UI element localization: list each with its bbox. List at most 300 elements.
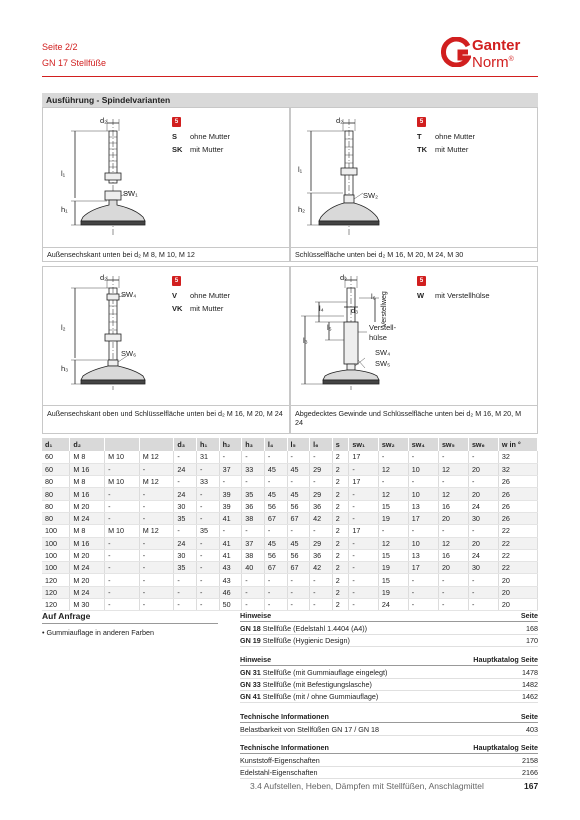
table-cell: M 30 — [70, 599, 105, 611]
page-number: 167 — [524, 781, 539, 791]
table-cell: M 20 — [70, 549, 105, 561]
table-cell: 26 — [498, 476, 537, 488]
table-cell: 2 — [332, 500, 349, 512]
table-cell: 56 — [264, 500, 287, 512]
table-cell: - — [105, 549, 140, 561]
table-cell: 15 — [378, 549, 408, 561]
table-cell: 13 — [408, 500, 438, 512]
table-cell: 12 — [378, 537, 408, 549]
col-h3: h₃ — [242, 438, 265, 451]
table-cell: 43 — [219, 562, 242, 574]
variant-cell-s — [42, 107, 290, 262]
table-cell: - — [408, 476, 438, 488]
variant-t-label-sw: SW₂ — [363, 191, 378, 200]
table-cell: - — [408, 574, 438, 586]
table-cell: - — [105, 537, 140, 549]
table-cell: - — [139, 512, 174, 524]
table-cell: - — [408, 451, 438, 463]
variant-s-caption: Außensechskant unten bei d₂ M 8, M 10, M 12 — [47, 250, 195, 259]
col-sw6: sw₆ — [468, 438, 498, 451]
variant-s-label-d: d₂ — [100, 116, 108, 125]
table-cell: 22 — [498, 525, 537, 537]
table-cell: 43 — [219, 574, 242, 586]
table-row — [42, 525, 538, 537]
table-cell: - — [408, 525, 438, 537]
table-cell: 24 — [378, 599, 408, 611]
table-cell: 2 — [332, 586, 349, 598]
table-cell: - — [310, 476, 333, 488]
table-cell: 12 — [378, 488, 408, 500]
table-cell: 38 — [242, 512, 265, 524]
ref-row[interactable]: GN 18 Stellfüße (Edelstahl 1.4404 (A4)) 168 — [240, 624, 538, 633]
table-cell: - — [242, 476, 265, 488]
table-cell: 56 — [287, 549, 310, 561]
table-cell: 17 — [349, 525, 379, 537]
variant-w-label-travel: Verstellweg — [381, 291, 388, 327]
table-cell: M 10 — [105, 476, 140, 488]
table-cell: M 8 — [70, 451, 105, 463]
table-cell: 2 — [332, 599, 349, 611]
table-cell: - — [139, 574, 174, 586]
col-l4: l₄ — [264, 438, 287, 451]
variant-w-label-sw-a: SW₄ — [375, 348, 391, 357]
table-cell: 100 — [42, 525, 70, 537]
table-cell: - — [310, 574, 333, 586]
variant-s-drawing-icon — [51, 113, 181, 243]
table-cell: - — [287, 451, 310, 463]
table-cell: 37 — [219, 463, 242, 475]
table-cell: 32 — [498, 463, 537, 475]
col-w: w in ° — [498, 438, 537, 451]
table-row — [42, 562, 538, 574]
table-cell: M 24 — [70, 586, 105, 598]
variant-w-caption: Abgedecktes Gewinde und Schlüsselfläche unten bei d₂ M 16, M 20, M 24 — [295, 409, 522, 427]
table-cell: - — [349, 574, 379, 586]
table-cell: 120 — [42, 586, 70, 598]
table-cell: M 16 — [70, 463, 105, 475]
table-cell: - — [197, 562, 220, 574]
table-cell: 17 — [349, 451, 379, 463]
ref-row[interactable]: GN 31 Stellfüße (mit Gummiauflage eingelegt) 1478 — [240, 668, 538, 677]
col-d2-alt1 — [105, 438, 140, 451]
table-cell: 20 — [468, 488, 498, 500]
variant-t-line-2: TK mit Mutter — [417, 145, 469, 154]
table-cell: - — [139, 488, 174, 500]
table-cell: M 12 — [139, 451, 174, 463]
variant-w-label-l6: l₆ — [371, 292, 376, 301]
table-cell: M 10 — [105, 525, 140, 537]
table-cell: 45 — [264, 463, 287, 475]
table-row — [42, 586, 538, 598]
on-request-rule — [42, 623, 218, 624]
table-cell: 2 — [332, 463, 349, 475]
table-cell: 50 — [219, 599, 242, 611]
table-cell: - — [468, 525, 498, 537]
table-cell: 2 — [332, 488, 349, 500]
table-cell: - — [174, 451, 197, 463]
variant-t-caption-rule — [291, 247, 537, 248]
table-cell: 56 — [287, 500, 310, 512]
table-cell: - — [310, 451, 333, 463]
table-cell: - — [105, 512, 140, 524]
table-cell: - — [468, 451, 498, 463]
table-cell: 15 — [378, 500, 408, 512]
table-cell: - — [310, 525, 333, 537]
table-cell: 2 — [332, 562, 349, 574]
table-cell: M 16 — [70, 488, 105, 500]
table-cell: - — [438, 476, 468, 488]
ref-row[interactable]: Belastbarkeit von Stellfüßen GN 17 / GN 18 403 — [240, 725, 538, 734]
table-cell: 42 — [310, 562, 333, 574]
variant-w-label-l3: l₃ — [303, 336, 308, 345]
table-cell: - — [349, 463, 379, 475]
table-cell: - — [310, 599, 333, 611]
table-cell: - — [139, 586, 174, 598]
variant-t-label-d: d₂ — [336, 116, 344, 125]
table-row — [42, 599, 538, 611]
table-cell: 20 — [498, 586, 537, 598]
table-cell: - — [197, 500, 220, 512]
variant-t-caption: Schlüsselfläche unten bei d₂ M 16, M 20, M 24, M 30 — [295, 250, 464, 259]
table-cell: - — [174, 599, 197, 611]
variant-w-label-sw-b: SW₅ — [375, 359, 391, 368]
table-cell: 19 — [378, 586, 408, 598]
variant-v-label-h: h₃ — [61, 364, 69, 373]
table-cell: 24 — [468, 549, 498, 561]
table-cell: 17 — [408, 562, 438, 574]
table-row — [42, 488, 538, 500]
col-s: s — [332, 438, 349, 451]
product-title: GN 17 Stellfüße — [42, 58, 107, 68]
variant-t-line-1: T ohne Mutter — [417, 132, 476, 141]
table-cell: - — [242, 574, 265, 586]
page-indicator: Seite 2/2 — [42, 42, 78, 52]
table-cell: 56 — [264, 549, 287, 561]
table-cell: - — [264, 525, 287, 537]
table-cell: M 8 — [70, 525, 105, 537]
table-cell: 30 — [468, 562, 498, 574]
variant-v-label-sw-top: SW₄ — [121, 290, 137, 299]
table-cell: 100 — [42, 562, 70, 574]
table-cell: 38 — [242, 549, 265, 561]
table-cell: - — [468, 476, 498, 488]
table-cell: - — [174, 525, 197, 537]
table-cell: 60 — [42, 451, 70, 463]
table-cell: - — [438, 525, 468, 537]
col-sw4: sw₄ — [408, 438, 438, 451]
table-cell: 2 — [332, 451, 349, 463]
table-cell: 67 — [287, 512, 310, 524]
variant-v-drawing-icon — [51, 272, 181, 397]
ref-row[interactable]: GN 41 Stellfüße (mit / ohne Gummiauflage) 1462 — [240, 692, 538, 701]
ref-block-hinweise-seite — [240, 611, 538, 647]
table-cell: 67 — [264, 512, 287, 524]
table-cell: 80 — [42, 512, 70, 524]
table-cell: - — [349, 562, 379, 574]
table-row — [42, 463, 538, 475]
table-cell: 41 — [219, 549, 242, 561]
col-d2: d₂ — [70, 438, 105, 451]
table-cell: - — [408, 599, 438, 611]
variant-w-label-sleeve: Verstell-hülse — [369, 323, 397, 342]
table-cell: - — [105, 500, 140, 512]
variant-w-line-1: W mit Verstellhülse — [417, 291, 490, 300]
col-d3: d₃ — [174, 438, 197, 451]
table-cell: 33 — [242, 463, 265, 475]
table-cell: - — [139, 549, 174, 561]
table-cell: - — [219, 476, 242, 488]
variant-v-line-1: V ohne Mutter — [172, 291, 231, 300]
ref-block-header: Technische Informationen Seite — [240, 712, 538, 721]
table-cell: 20 — [468, 463, 498, 475]
table-cell: - — [197, 599, 220, 611]
table-cell: 10 — [408, 488, 438, 500]
on-request-item: • Gummiauflage in anderen Farben — [42, 628, 154, 637]
table-cell: 41 — [219, 512, 242, 524]
col-sw5: sw₅ — [438, 438, 468, 451]
table-cell: 46 — [219, 586, 242, 598]
table-cell: - — [264, 586, 287, 598]
table-cell: 20 — [498, 574, 537, 586]
table-cell: 19 — [378, 562, 408, 574]
table-row — [42, 549, 538, 561]
table-cell: 13 — [408, 549, 438, 561]
table-cell: - — [139, 599, 174, 611]
table-cell: - — [378, 476, 408, 488]
variant-v-badge: 5 — [172, 276, 181, 286]
table-cell: - — [438, 599, 468, 611]
table-cell: 39 — [219, 500, 242, 512]
table-cell: 26 — [498, 488, 537, 500]
table-cell: 35 — [197, 525, 220, 537]
table-cell: - — [105, 574, 140, 586]
table-cell: - — [105, 586, 140, 598]
table-cell: 35 — [174, 512, 197, 524]
table-cell: - — [242, 451, 265, 463]
variant-w-badge: 5 — [417, 276, 426, 286]
table-cell: - — [105, 562, 140, 574]
table-cell: M 24 — [70, 512, 105, 524]
table-cell: 2 — [332, 525, 349, 537]
variant-w-label-d3: d₃ — [351, 306, 359, 315]
table-cell: 80 — [42, 500, 70, 512]
table-cell: 20 — [468, 537, 498, 549]
table-cell: 100 — [42, 549, 70, 561]
variant-t-label-l: l₁ — [298, 165, 303, 174]
table-cell: - — [468, 574, 498, 586]
table-cell: 41 — [219, 537, 242, 549]
table-cell: - — [438, 451, 468, 463]
table-cell: 35 — [242, 488, 265, 500]
variant-w-caption-rule — [291, 405, 537, 406]
variant-v-caption: Außensechskant oben und Schlüsselfläche unten bei d₂ M 16, M 20, M 24 — [47, 409, 283, 418]
ref-row[interactable]: Kunststoff-Eigenschaften 2158 — [240, 756, 538, 765]
table-cell: 12 — [438, 463, 468, 475]
table-cell: 2 — [332, 537, 349, 549]
table-cell: 15 — [378, 574, 408, 586]
table-cell: - — [287, 525, 310, 537]
table-cell: - — [197, 586, 220, 598]
table-cell: 22 — [498, 537, 537, 549]
table-cell: - — [287, 599, 310, 611]
variant-s-line-2: SK mit Mutter — [172, 145, 224, 154]
table-cell: - — [105, 488, 140, 500]
table-cell: - — [468, 599, 498, 611]
table-cell: - — [264, 476, 287, 488]
table-cell: 10 — [408, 463, 438, 475]
table-cell: - — [287, 586, 310, 598]
table-cell: - — [287, 574, 310, 586]
table-cell: 20 — [438, 562, 468, 574]
table-cell: 45 — [287, 488, 310, 500]
variant-cell-t — [290, 107, 538, 262]
table-cell: 2 — [332, 574, 349, 586]
brand-logo — [441, 37, 541, 73]
table-cell: 39 — [219, 488, 242, 500]
variant-s-label-sw: SW₁ — [123, 189, 138, 198]
variant-v-caption-rule — [43, 405, 289, 406]
variant-v-label-l: l₂ — [61, 323, 66, 332]
header-left — [42, 39, 106, 71]
table-cell: - — [197, 549, 220, 561]
table-cell: 17 — [349, 476, 379, 488]
header-rule — [42, 76, 538, 77]
table-cell: 45 — [287, 463, 310, 475]
table-cell: 22 — [498, 549, 537, 561]
table-cell: - — [408, 586, 438, 598]
table-cell: 17 — [408, 512, 438, 524]
variant-t-label-h: h₂ — [298, 205, 306, 214]
variant-cell-w — [290, 266, 538, 434]
table-cell: 45 — [264, 488, 287, 500]
col-l6: l₆ — [310, 438, 333, 451]
variant-s-line-1: S ohne Mutter — [172, 132, 231, 141]
table-cell: - — [310, 586, 333, 598]
table-cell: M 12 — [139, 525, 174, 537]
variant-v-line-2: VK mit Mutter — [172, 304, 224, 313]
table-cell: 30 — [468, 512, 498, 524]
table-cell: 33 — [197, 476, 220, 488]
brand-name: Ganter — [472, 37, 521, 54]
table-cell: - — [197, 537, 220, 549]
table-cell: - — [349, 549, 379, 561]
table-cell: 100 — [42, 537, 70, 549]
table-cell: - — [197, 488, 220, 500]
table-cell: M 10 — [105, 451, 140, 463]
table-cell: 16 — [438, 500, 468, 512]
table-cell: M 20 — [70, 574, 105, 586]
variant-w-label-l5: l₅ — [327, 323, 332, 332]
table-cell: - — [174, 574, 197, 586]
ref-row[interactable]: Edelstahl-Eigenschaften 2166 — [240, 768, 538, 777]
ganter-logo-icon — [441, 37, 471, 67]
variant-s-badge: 5 — [172, 117, 181, 127]
table-cell: - — [242, 586, 265, 598]
table-cell: - — [264, 451, 287, 463]
table-cell: 24 — [174, 537, 197, 549]
table-cell: - — [349, 586, 379, 598]
table-cell: - — [349, 599, 379, 611]
table-cell: 12 — [378, 463, 408, 475]
table-cell: - — [219, 451, 242, 463]
ref-block-header: Hinweise Seite — [240, 611, 538, 620]
ref-block-hinweise-hauptkatalog — [240, 655, 538, 703]
table-cell: - — [197, 463, 220, 475]
table-cell: - — [349, 488, 379, 500]
col-l5: l₅ — [287, 438, 310, 451]
table-cell: 26 — [498, 512, 537, 524]
ref-block-header: Technische Informationen Hauptkatalog Seite — [240, 743, 538, 752]
table-cell: 19 — [378, 512, 408, 524]
table-cell: 120 — [42, 599, 70, 611]
on-request-title: Auf Anfrage — [42, 611, 91, 621]
table-cell: - — [438, 574, 468, 586]
variant-cell-v — [42, 266, 290, 434]
table-cell: M 8 — [70, 476, 105, 488]
table-cell: 29 — [310, 537, 333, 549]
variant-s-caption-rule — [43, 247, 289, 248]
table-cell: 24 — [468, 500, 498, 512]
table-cell: 24 — [174, 488, 197, 500]
col-d2-alt2 — [139, 438, 174, 451]
variants-panel-title: Ausführung - Spindelvarianten — [42, 93, 538, 107]
table-cell: 24 — [174, 463, 197, 475]
ref-row[interactable]: GN 19 Stellfüße (Hygienic Design) 170 — [240, 636, 538, 645]
table-cell: 20 — [498, 599, 537, 611]
table-cell: 22 — [498, 562, 537, 574]
table-cell: 42 — [310, 512, 333, 524]
col-h1: h₁ — [197, 438, 220, 451]
table-cell: - — [139, 537, 174, 549]
variant-v-label-sw-bottom: SW₆ — [121, 349, 137, 358]
table-row — [42, 500, 538, 512]
table-cell: 45 — [264, 537, 287, 549]
table-cell: 80 — [42, 488, 70, 500]
table-cell: M 12 — [139, 476, 174, 488]
table-cell: M 20 — [70, 500, 105, 512]
table-cell: 30 — [174, 549, 197, 561]
ref-row[interactable]: GN 33 Stellfüße (mit Befestigungslasche) 1482 — [240, 680, 538, 689]
table-cell: 80 — [42, 476, 70, 488]
table-cell: - — [264, 599, 287, 611]
table-cell: - — [287, 476, 310, 488]
table-header-row — [42, 438, 538, 451]
table-cell: 26 — [498, 500, 537, 512]
table-cell: - — [197, 512, 220, 524]
table-cell: - — [139, 500, 174, 512]
table-cell: - — [378, 525, 408, 537]
variant-w-label-d: d₂ — [340, 273, 348, 282]
ref-block-technik-seite — [240, 712, 538, 736]
table-cell: 37 — [242, 537, 265, 549]
table-cell: 12 — [438, 537, 468, 549]
variant-t-badge: 5 — [417, 117, 426, 127]
table-cell: - — [219, 525, 242, 537]
col-d1: d₁ — [42, 438, 70, 451]
table-cell: 60 — [42, 463, 70, 475]
table-cell: 120 — [42, 574, 70, 586]
table-cell: 2 — [332, 512, 349, 524]
footer-section: 3.4 Aufstellen, Heben, Dämpfen mit Stellfüßen, Anschlagmittel — [250, 781, 484, 791]
table-cell: - — [174, 476, 197, 488]
table-cell: - — [242, 599, 265, 611]
table-cell: - — [139, 562, 174, 574]
table-row — [42, 574, 538, 586]
brand-subname: Norm® — [472, 54, 514, 71]
variant-t-drawing-icon — [299, 113, 429, 243]
table-cell: - — [349, 500, 379, 512]
table-cell: - — [105, 599, 140, 611]
